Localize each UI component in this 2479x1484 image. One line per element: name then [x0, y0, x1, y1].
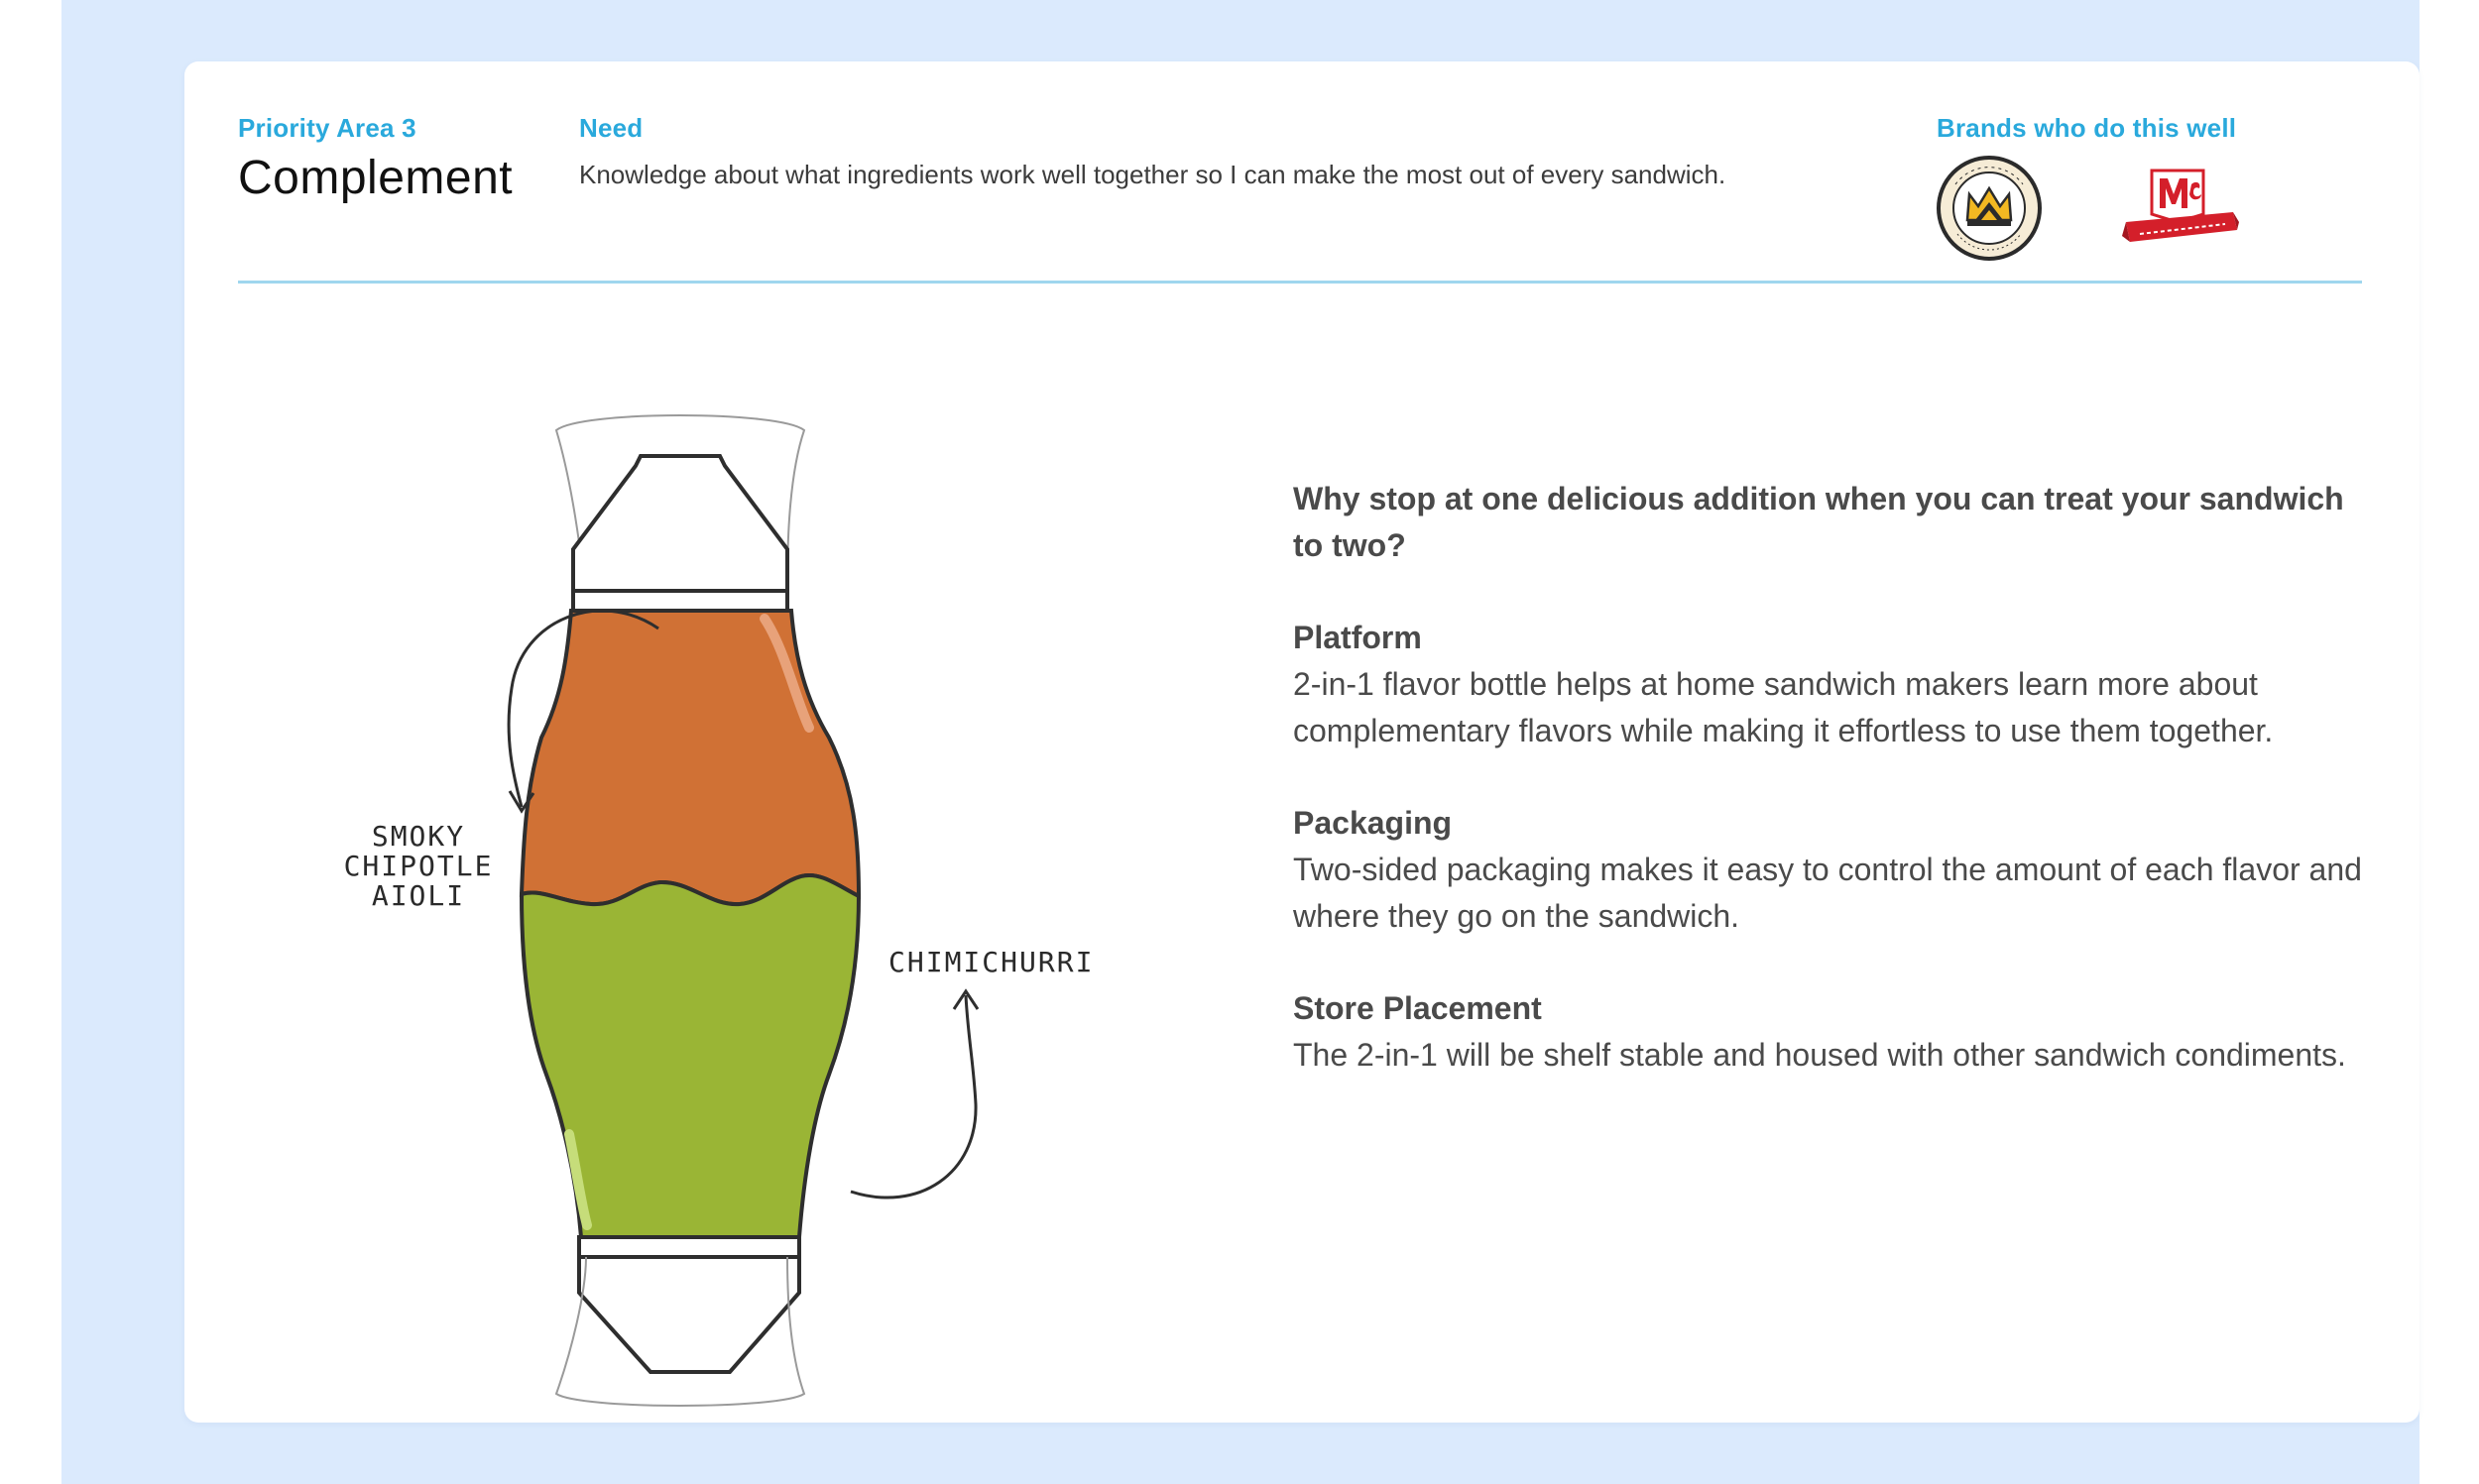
aioli-label — [329, 822, 508, 911]
header-divider — [238, 281, 2362, 284]
need-label: Need — [579, 113, 644, 143]
aioli-label-line: SMOKY — [371, 820, 466, 853]
mccormick-logo — [2122, 165, 2239, 250]
need-text: Knowledge about what ingredients work well together so I can make the most out of every sandwich. — [579, 160, 1726, 189]
bottle-illustration — [244, 321, 1236, 1412]
section-heading: Packaging — [1293, 805, 1453, 841]
chimichurri-label: CHIMICHURRI — [888, 946, 1095, 978]
section-platform — [1293, 615, 2374, 754]
aioli-label-line: CHIPOTLE — [343, 850, 494, 882]
priority-card — [184, 61, 2420, 1423]
section-store-placement — [1293, 985, 2374, 1079]
page-title: Complement — [238, 152, 514, 204]
section-heading: Platform — [1293, 620, 1422, 655]
section-text: Two-sided packaging makes it easy to control the amount of each flavor and where they go on the sandwich. — [1293, 852, 2362, 934]
section-heading: Store Placement — [1293, 990, 1542, 1026]
aioli-label-line: AIOLI — [371, 879, 466, 912]
section-text: The 2-in-1 will be shelf stable and housed with other sandwich condiments. — [1293, 1037, 2346, 1073]
brands-label: Brands who do this well — [1937, 113, 2237, 143]
intro-text: Why stop at one delicious addition when you can treat your sandwich to two? — [1293, 481, 2344, 563]
section-text: 2-in-1 flavor bottle helps at home sandwich makers learn more about complementary flavors while making it effortless to use them together. — [1293, 666, 2274, 748]
priority-area-label: Priority Area 3 — [238, 113, 416, 143]
content-column — [1293, 476, 2374, 1124]
page-background — [61, 0, 2420, 1484]
king-arthur-logo — [1936, 155, 2043, 262]
section-packaging — [1293, 800, 2374, 940]
